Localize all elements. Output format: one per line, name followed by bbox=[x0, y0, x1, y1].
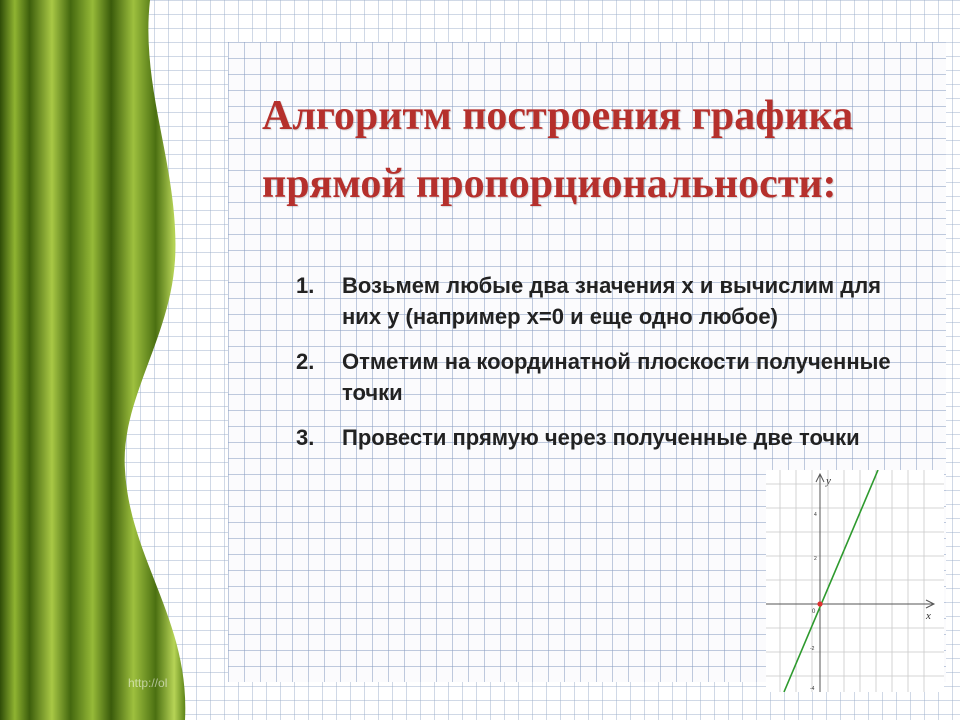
step-number: 3. bbox=[296, 425, 315, 450]
tick-label: 2 bbox=[814, 556, 817, 562]
tick-label: 4 bbox=[814, 512, 817, 518]
list-item bbox=[296, 270, 906, 332]
step-text: Провести прямую через полученные две точки bbox=[342, 425, 860, 450]
step-number: 1. bbox=[296, 273, 315, 298]
step-text: Отметим на координатной плоскости полученные точки bbox=[342, 349, 891, 405]
watermark: http://ol bbox=[128, 676, 168, 690]
green-curtain bbox=[0, 0, 200, 720]
x-axis-label: x bbox=[926, 610, 931, 622]
list-item bbox=[296, 422, 906, 453]
title-line-2: прямой пропорциональности: bbox=[262, 161, 837, 207]
step-number: 2. bbox=[296, 349, 315, 374]
list-item bbox=[296, 346, 906, 408]
slide-title bbox=[262, 82, 922, 218]
title-line-1: Алгоритм построения графика bbox=[262, 93, 854, 139]
coordinate-graph bbox=[766, 470, 944, 692]
tick-label: -2 bbox=[810, 646, 815, 652]
origin-point bbox=[817, 601, 822, 606]
proportionality-line bbox=[784, 470, 878, 692]
tick-label: -4 bbox=[810, 686, 815, 692]
step-text: Возьмем любые два значения х и вычислим для них у (например х=0 и еще одно любое) bbox=[342, 273, 882, 329]
origin-label: 0 bbox=[812, 609, 816, 615]
y-axis-label: y bbox=[826, 475, 831, 487]
algorithm-steps bbox=[296, 270, 906, 467]
